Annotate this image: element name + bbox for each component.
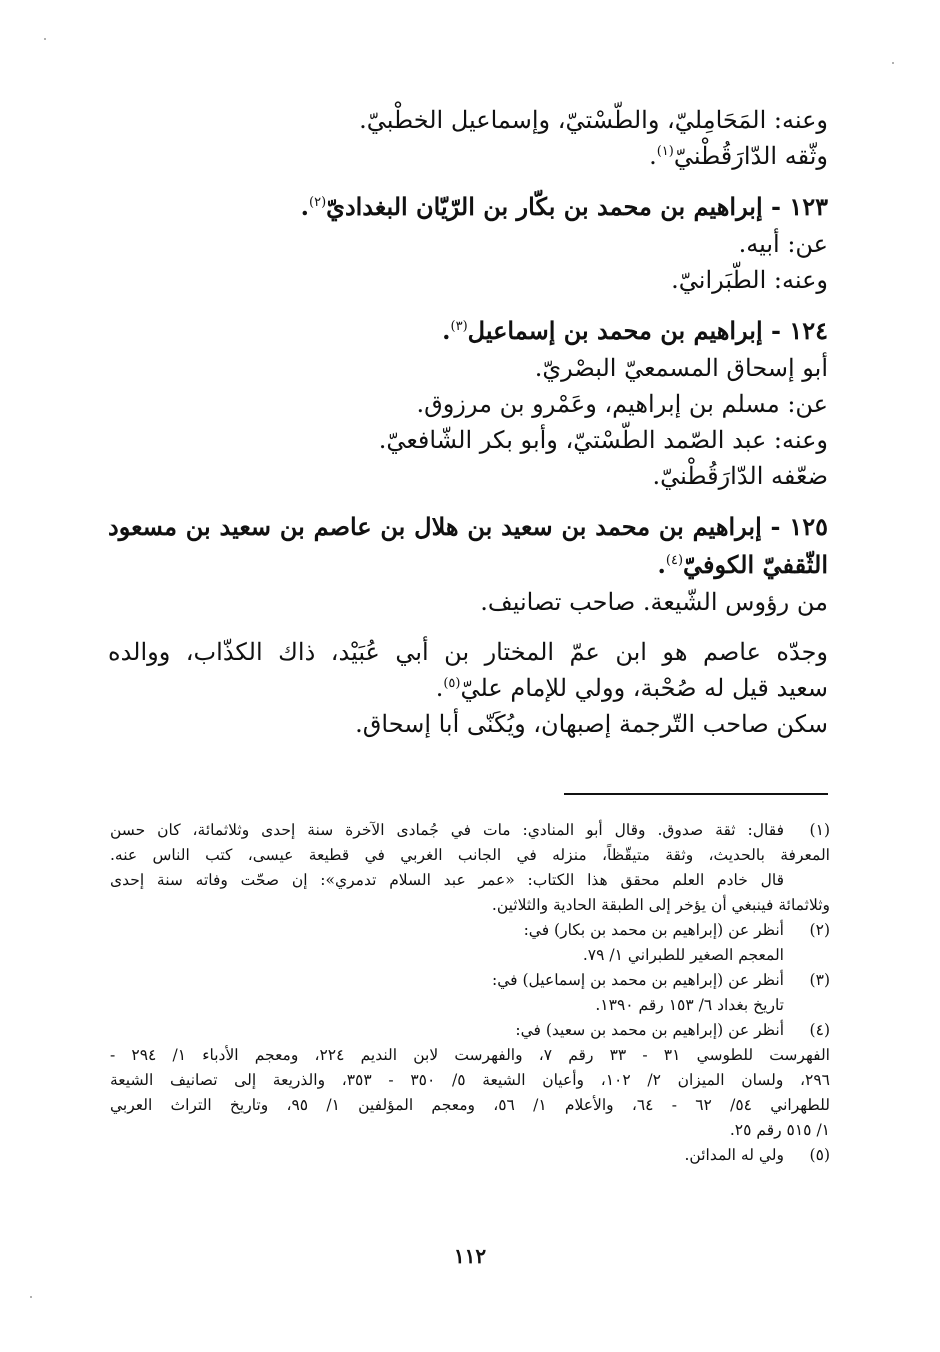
footnote-3 [110, 968, 830, 1018]
text-line [108, 102, 828, 138]
footnote-line: المعرفة بالحديث، وثقة متيقّظاً، منزله في الجانب الغربي في قطيعة عيسى، كتب الناس عنه. [110, 846, 830, 864]
text-line-content: عن: مسلم بن إبراهيم، وعَمْرو بن مرزوق. [416, 390, 828, 418]
text-line-content: وثّقه الدّارَقُطْنيّ [673, 142, 828, 170]
entry-title-125-cont [108, 546, 828, 584]
footnote-number: (١) [809, 821, 830, 839]
footnote-ref[interactable]: (٤) [665, 553, 684, 568]
text-line-content: ضعّفه الدّارَقُطْنيّ. [652, 462, 828, 490]
text-line [108, 634, 828, 670]
text-line [108, 584, 828, 620]
text-line [108, 138, 828, 174]
text-line-content: وعنه: الطّبَرانيّ. [671, 266, 828, 294]
text-line-content: وعنه: المَحَامِليّ، والطّسْتيّ، وإسماعيل الخطْبيّ. [359, 106, 828, 134]
footnote-line: أنظر عن (إبراهيم بن محمد بن بكار) في: [523, 921, 784, 939]
text-line-content: من رؤوس الشّيعة. صاحب تصانيف. [480, 588, 828, 616]
entry-title-123 [108, 188, 828, 226]
entry-title-124 [108, 312, 828, 350]
text-line [108, 458, 828, 494]
text-line [108, 670, 828, 706]
text-line-content: سعيد قيل له صُحْبة، وولي للإمام عليّ [460, 674, 828, 702]
footnote-line: فقال: ثقة صدوق. وقال أبو المنادي: مات في جُمادى الآخرة سنة إحدى وثلاثمائة، كان حسن [110, 821, 784, 839]
footnotes [110, 818, 830, 1168]
footnote-ref[interactable]: (٣) [450, 319, 468, 334]
entry-title-125 [108, 508, 828, 546]
text-line [108, 226, 828, 262]
footnote-line: الفهرست للطوسي ٣١ - ٣٣ رقم ٧، والفهرست لابن النديم ٢٢٤، ومعجم الأدباء ١/ ٢٩٤ - [110, 1046, 830, 1064]
footnote-line: للطهراني ٥٤/ ٦٢ - ٦٤، والأعلام ١/ ٥٦، ومعجم المؤلفين ١/ ٩٥، وتاريخ التراث العربي [110, 1096, 830, 1114]
footnote-number: (٣) [809, 971, 830, 989]
footnote-4 [110, 1018, 830, 1043]
punctuation: . [442, 316, 451, 345]
entry-title-text: الثّقفيّ الكوفيّ [683, 550, 828, 579]
footnote-line: قال خادم العلم محقق هذا الكتاب: «عمر عبد السلام تدمري»: إن صحّت وفاته سنة إحدى [110, 871, 784, 889]
footnote-line: أنظر عن (إبراهيم بن محمد بن إسماعيل) في: [492, 971, 784, 989]
footnote-ref[interactable]: (١) [656, 144, 674, 159]
entry-title-text: ١٢٤ - إبراهيم بن محمد بن إسماعيل [467, 316, 828, 345]
scan-speck [892, 62, 894, 64]
footnote-line: وثلاثمائة فينبغي أن يؤخر إلى الطبقة الحادية والثلاثين. [491, 896, 830, 914]
text-line [108, 422, 828, 458]
text-line [108, 350, 828, 386]
footnote-1 [110, 818, 830, 843]
text-line-content: وجدّه عاصم هو ابن عمّ المختار بن أبي عُبَيْد، ذاك الكذّاب، ووالده [108, 638, 828, 666]
punctuation: . [657, 550, 666, 579]
text-line [108, 706, 828, 742]
footnote-separator [564, 793, 828, 795]
text-line-content: أبو إسحاق المسمعيّ البصْريّ. [534, 354, 828, 382]
punctuation: . [300, 192, 310, 221]
text-line-content: وعنه: عبد الصّمد الطّسْتيّ، وأبو بكر الشّافعيّ. [378, 426, 828, 454]
text-line-content: سكن صاحب التّرجمة إصبهان، ويُكَنّى أبا إسحاق. [355, 710, 828, 738]
footnote-line: ولي له المدائن. [684, 1146, 784, 1164]
footnote-number: (٢) [809, 921, 830, 939]
scan-speck [30, 1296, 32, 1298]
footnote-number: (٥) [809, 1146, 830, 1164]
footnote-line: أنظر عن (إبراهيم بن محمد بن سعيد) في: [515, 1021, 784, 1039]
page-number: ١١٢ [453, 1244, 487, 1268]
main-text [108, 102, 828, 742]
footnote-5 [110, 1143, 830, 1168]
footnote-ref[interactable]: (٢) [309, 195, 327, 210]
footnote-2 [110, 918, 830, 968]
entry-title-text: ١٢٥ - إبراهيم بن محمد بن سعيد بن هلال بن عاصم بن سعيد بن مسعود [108, 512, 828, 541]
footnote-line: تاريخ بغداد ٦/ ١٥٣ رقم ١٣٩٠. [595, 996, 784, 1014]
punctuation: . [649, 142, 657, 170]
scan-speck [44, 38, 46, 40]
text-line [108, 262, 828, 298]
footnote-number: (٤) [809, 1021, 830, 1039]
text-line-content: عن: أبيه. [738, 230, 828, 258]
punctuation: . [435, 674, 444, 702]
footnote-ref[interactable]: (٥) [443, 676, 461, 691]
footnote-line: المعجم الصغير للطبراني ١/ ٧٩. [582, 946, 784, 964]
text-line [108, 386, 828, 422]
entry-title-text: ١٢٣ - إبراهيم بن محمد بن بكّار بن الرّيّان البغداديّ [326, 192, 828, 221]
footnote-line: ٢٩٦، ولسان الميزان ٢/ ١٠٢، وأعيان الشيعة ٥/ ٣٥٠ - ٣٥٣، والذريعة إلى تصانيف الشيعة [110, 1071, 830, 1089]
footnote-line: ١/ ٥١٥ رقم ٢٥. [729, 1121, 830, 1139]
